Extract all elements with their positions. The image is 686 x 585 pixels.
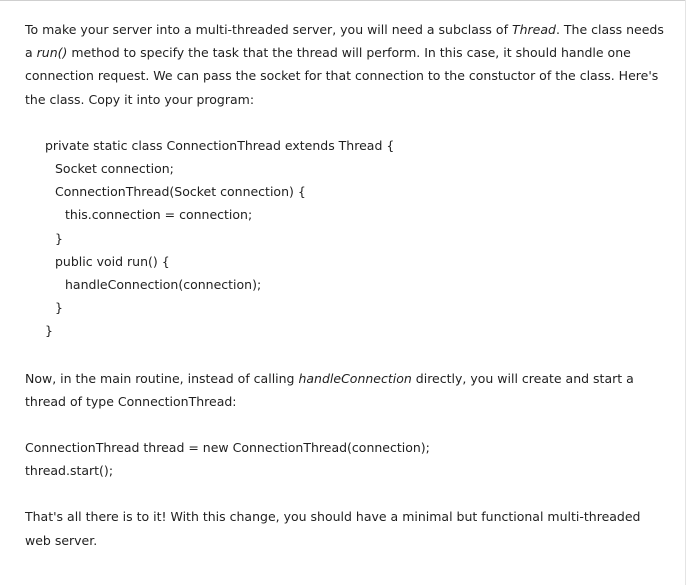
code-line: handleConnection(connection);	[65, 277, 262, 293]
run-method-name: run()	[36, 45, 68, 61]
intro-paragraph	[25, 18, 665, 111]
code-line: public void run() {	[55, 253, 170, 269]
code-line: ConnectionThread thread = new ConnectionThread(connection);	[25, 440, 430, 456]
top-border	[0, 0, 686, 1]
intro-text-1: To make your server into a multi-threaded server, you will need a subclass of	[25, 22, 512, 37]
code-line: Socket connection;	[55, 161, 174, 177]
code-line: thread.start();	[25, 463, 114, 479]
intro-text-2: . The class needs a	[25, 22, 664, 61]
code-line: private static class ConnectionThread extends Thread {	[45, 137, 395, 153]
usage-code-block	[25, 436, 665, 482]
code-line: this.connection = connection;	[65, 207, 253, 223]
main-routine-paragraph	[25, 367, 665, 413]
document-content	[25, 18, 665, 552]
thread-class-name: Thread	[511, 22, 556, 37]
code-line: }	[55, 300, 63, 316]
para2-text-1: Now, in the main routine, instead of calling	[25, 370, 299, 386]
code-line: }	[55, 230, 63, 246]
intro-text-3: method to specify the task that the thread will perform. In this case, it should handle one connection request. We can pass the socket for that connection to the constuctor of the class. Here's the class. Copy it into your program:	[25, 45, 659, 107]
closing-paragraph: That's all there is to it! With this change, you should have a minimal but functional multi-threaded web server.	[25, 509, 641, 548]
code-line: ConnectionThread(Socket connection) {	[55, 184, 306, 200]
handle-connection-name: handleConnection	[298, 370, 412, 386]
code-line: }	[45, 323, 53, 339]
para2-text-2: directly, you will create and start a thread of type ConnectionThread:	[25, 370, 634, 409]
connection-thread-code-block	[45, 134, 665, 343]
